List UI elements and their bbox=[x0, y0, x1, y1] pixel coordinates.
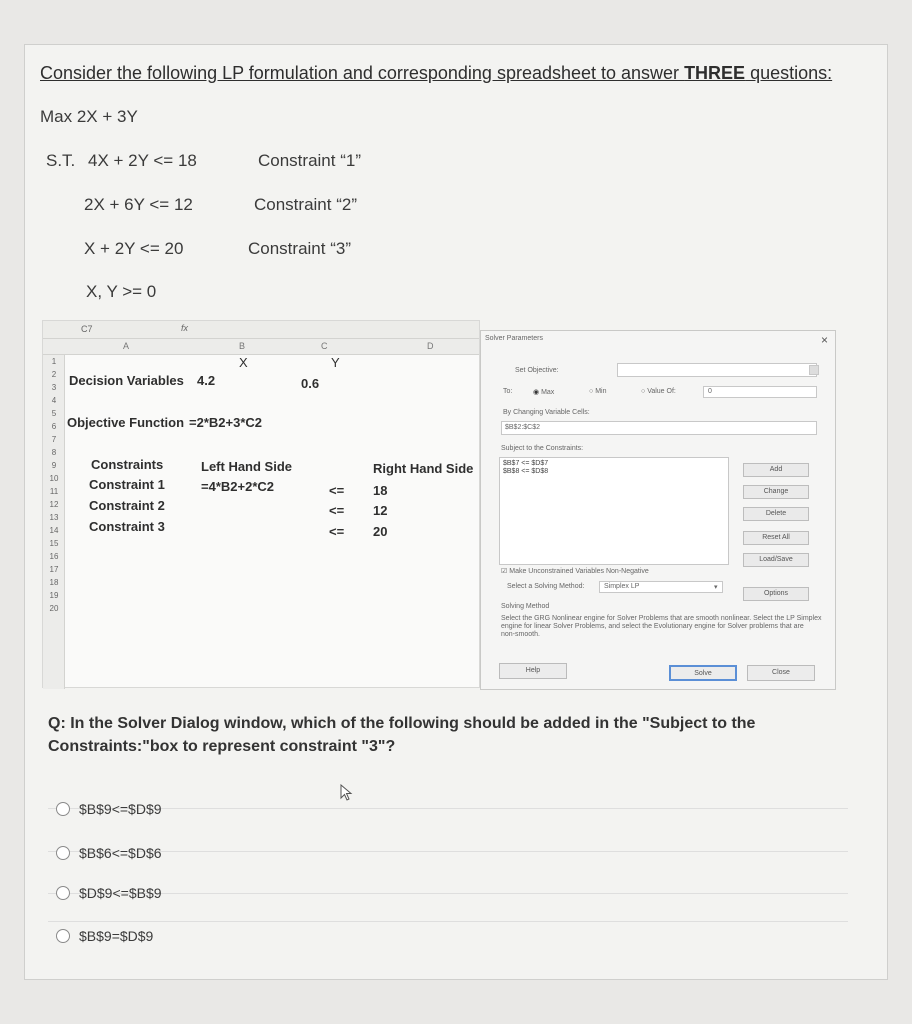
constraint-1-name: Constraint “1” bbox=[258, 151, 361, 170]
cell-a8[interactable]: Constraint 2 bbox=[89, 498, 165, 513]
method-description-3: non-smooth. bbox=[501, 631, 540, 638]
to-label: To: bbox=[503, 388, 513, 395]
spreadsheet bbox=[42, 320, 480, 688]
divider bbox=[48, 921, 848, 922]
column-d[interactable]: D bbox=[427, 341, 434, 351]
method-description-1: Select the GRG Nonlinear engine for Solver Problems that are smooth nonlinear. Select the LP Simplex bbox=[501, 615, 822, 622]
cell-d8[interactable]: 12 bbox=[373, 503, 388, 518]
cell-c2[interactable]: 0.6 bbox=[301, 376, 320, 391]
answer-option-3[interactable] bbox=[56, 885, 162, 901]
solve-button[interactable]: Solve bbox=[669, 665, 737, 681]
row-header[interactable]: 2 bbox=[51, 370, 57, 379]
option-label: $D$9<=$B$9 bbox=[79, 885, 162, 901]
question-heading: Consider the following LP formulation and corresponding spreadsheet to answer THREE questions: bbox=[40, 63, 833, 83]
set-objective-input[interactable] bbox=[617, 363, 817, 377]
value-of-input[interactable]: 0 bbox=[703, 386, 817, 398]
row-header[interactable]: 9 bbox=[51, 461, 57, 470]
cell-a7[interactable]: Constraint 1 bbox=[89, 477, 165, 492]
cell-b4[interactable]: =2*B2+3*C2 bbox=[189, 415, 262, 430]
row-header[interactable]: 10 bbox=[49, 474, 59, 483]
constraint-2-name: Constraint “2” bbox=[254, 195, 357, 214]
max-radio[interactable]: ◉ Max bbox=[533, 389, 555, 396]
options-button[interactable]: Options bbox=[743, 587, 809, 601]
divider bbox=[48, 893, 848, 894]
row-header[interactable]: 5 bbox=[51, 409, 57, 418]
cell-d9[interactable]: 20 bbox=[373, 524, 388, 539]
add-button[interactable]: Add bbox=[743, 463, 809, 477]
cell-c8[interactable]: <= bbox=[329, 503, 345, 518]
column-c[interactable]: C bbox=[321, 341, 328, 351]
row-header[interactable]: 7 bbox=[51, 435, 57, 444]
subject-to-label: Subject to the Constraints: bbox=[501, 445, 584, 452]
cell-c9[interactable]: <= bbox=[329, 524, 345, 539]
radio-button[interactable] bbox=[56, 886, 70, 900]
radio-button[interactable] bbox=[56, 846, 70, 860]
cell-b1[interactable]: X bbox=[239, 355, 248, 370]
row-header[interactable]: 8 bbox=[51, 448, 57, 457]
close-icon[interactable]: × bbox=[821, 333, 829, 347]
row-header[interactable]: 12 bbox=[49, 500, 59, 509]
select-method-label: Select a Solving Method: bbox=[507, 583, 585, 590]
answer-option-1[interactable] bbox=[56, 801, 162, 817]
option-label: $B$9=$D$9 bbox=[79, 928, 154, 944]
row-header[interactable]: 14 bbox=[49, 526, 59, 535]
cell-d6[interactable]: Right Hand Side bbox=[373, 461, 474, 476]
cell-c1[interactable]: Y bbox=[331, 355, 340, 370]
value-of-radio[interactable]: ○ Value Of: bbox=[641, 388, 676, 395]
delete-button[interactable]: Delete bbox=[743, 507, 809, 521]
formula-bar bbox=[43, 321, 479, 339]
row-header[interactable]: 13 bbox=[49, 513, 59, 522]
solver-dialog bbox=[480, 330, 836, 690]
divider bbox=[48, 808, 848, 809]
cell-a6[interactable]: Constraints bbox=[91, 457, 164, 472]
cell-d7[interactable]: 18 bbox=[373, 483, 388, 498]
row-header[interactable]: 4 bbox=[51, 396, 57, 405]
constraint-3-formula: X + 2Y <= 20 bbox=[84, 239, 184, 258]
constraint-2-formula: 2X + 6Y <= 12 bbox=[84, 195, 193, 214]
row-header[interactable]: 15 bbox=[49, 539, 59, 548]
changing-cells-input[interactable]: $B$2:$C$2 bbox=[501, 421, 817, 435]
cell-b6[interactable]: Left Hand Side bbox=[201, 459, 293, 474]
st-label: S.T. bbox=[46, 151, 76, 170]
column-a[interactable]: A bbox=[123, 341, 130, 351]
row-header[interactable]: 16 bbox=[49, 552, 59, 561]
cell-a4[interactable]: Objective Function bbox=[67, 415, 185, 430]
constraint-1-formula: 4X + 2Y <= 18 bbox=[88, 151, 197, 170]
help-button[interactable]: Help bbox=[499, 663, 567, 679]
collapse-icon[interactable] bbox=[809, 365, 819, 375]
cell-a9[interactable]: Constraint 3 bbox=[89, 519, 165, 534]
change-button[interactable]: Change bbox=[743, 485, 809, 499]
row-header[interactable]: 17 bbox=[49, 565, 59, 574]
column-b[interactable]: B bbox=[239, 341, 246, 351]
question-text: Q: In the Solver Dialog window, which of the following should be added in the "Subject to the Constraints:"box to represent constraint "3"? bbox=[48, 715, 756, 755]
row-header[interactable]: 11 bbox=[49, 487, 59, 496]
answer-option-4[interactable] bbox=[56, 928, 153, 944]
option-label: $B$6<=$D$6 bbox=[79, 845, 162, 861]
reset-all-button[interactable]: Reset All bbox=[743, 531, 809, 545]
column-headers bbox=[43, 339, 479, 355]
cell-b7[interactable]: =4*B2+2*C2 bbox=[201, 479, 274, 494]
answer-option-2[interactable] bbox=[56, 845, 162, 861]
cell-a2[interactable]: Decision Variables bbox=[69, 373, 184, 388]
nonnegativity-constraint: X, Y >= 0 bbox=[86, 282, 157, 301]
cell-c7[interactable]: <= bbox=[329, 483, 345, 498]
row-header[interactable]: 19 bbox=[49, 591, 59, 600]
row-headers bbox=[43, 355, 65, 689]
row-header[interactable]: 20 bbox=[49, 604, 59, 613]
chevron-down-icon: ▾ bbox=[714, 584, 718, 591]
divider bbox=[48, 851, 848, 852]
set-objective-label: Set Objective: bbox=[515, 367, 559, 374]
constraints-listbox[interactable] bbox=[499, 457, 729, 565]
mouse-cursor-icon bbox=[340, 784, 354, 802]
row-header[interactable]: 3 bbox=[51, 383, 57, 392]
row-header[interactable]: 1 bbox=[51, 357, 57, 366]
name-box[interactable]: C7 bbox=[81, 324, 93, 334]
objective-function: Max 2X + 3Y bbox=[40, 107, 138, 126]
option-label: $B$9<=$D$9 bbox=[79, 801, 162, 817]
dialog-title: Solver Parameters bbox=[485, 335, 543, 342]
solving-method-heading: Solving Method bbox=[501, 603, 550, 610]
method-description-2: engine for linear Solver Problems, and select the Evolutionary engine for Solver problems that are bbox=[501, 623, 804, 630]
min-radio[interactable]: ○ Min bbox=[589, 388, 607, 395]
load-save-button[interactable]: Load/Save bbox=[743, 553, 809, 567]
constraint-entry-2[interactable]: $B$8 <= $D$8 bbox=[503, 468, 549, 475]
cell-b2[interactable]: 4.2 bbox=[197, 373, 216, 388]
row-header[interactable]: 6 bbox=[51, 422, 57, 431]
row-header[interactable]: 18 bbox=[49, 578, 59, 587]
constraint-entry-1[interactable]: $B$7 <= $D$7 bbox=[503, 460, 549, 467]
unconstrained-checkbox[interactable]: ☑ Make Unconstrained Variables Non-Negative bbox=[501, 568, 649, 575]
close-button[interactable]: Close bbox=[747, 665, 815, 681]
changing-cells-label: By Changing Variable Cells: bbox=[503, 409, 590, 416]
fx-icon: fx bbox=[181, 323, 189, 333]
radio-button[interactable] bbox=[56, 802, 70, 816]
solving-method-select[interactable]: Simplex LP ▾ bbox=[599, 581, 723, 593]
radio-button[interactable] bbox=[56, 929, 70, 943]
constraint-3-name: Constraint “3” bbox=[248, 239, 351, 258]
